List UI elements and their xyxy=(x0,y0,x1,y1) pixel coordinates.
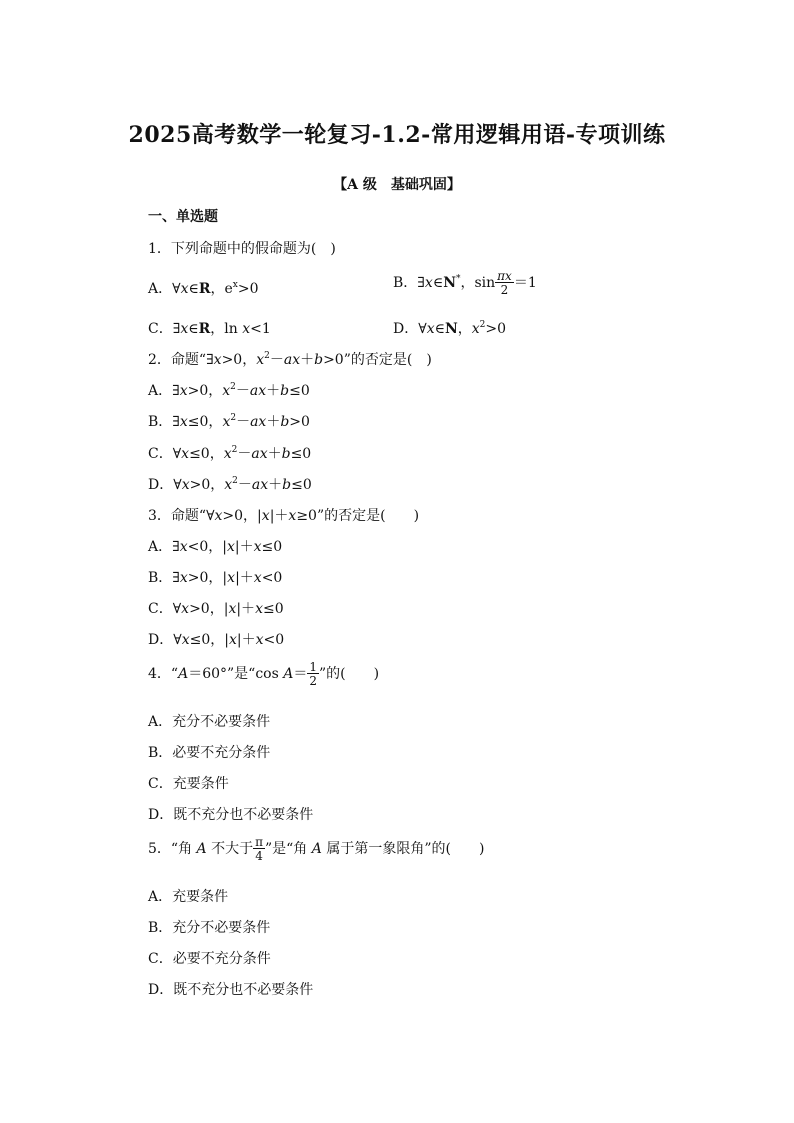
question-4-option-a: A．充分不必要条件 xyxy=(148,714,271,730)
question-1-option-d: D．∀x∈N，$x^2>0$ xyxy=(393,320,507,337)
question-1-option-a: A．∀x∈R，$e^x>0$ xyxy=(148,280,259,297)
fraction-pi-x-over-2: $\frac{\pi x}{2}$ xyxy=(497,269,512,297)
question-5-option-a: A．充要条件 xyxy=(148,889,229,905)
question-2-option-d: D．∀x>0，$x^2-ax+b\le 0$ xyxy=(148,476,312,493)
question-1-option-b: B．∃x∈N*，sin $\frac{\pi x}{2}$ ＝1 xyxy=(393,269,537,297)
question-4-option-b: B．必要不充分条件 xyxy=(148,745,271,761)
fraction-pi-over-4: $\frac{\pi}{4}$ xyxy=(255,835,263,863)
question-2-option-b: B．∃x≤0，$x^2-ax+b>0$ xyxy=(148,413,310,430)
question-5-stem: 5．“角 A 不大于 $\frac{\pi}{4}$ ”是“角 A 属于第一象限角”的( ) xyxy=(148,835,485,863)
question-1-stem: 1．下列命题中的假命题为( ) xyxy=(148,241,336,257)
question-3-option-b: B．∃x>0，|x|＋x<0 xyxy=(148,570,283,586)
question-3-option-c: C．∀x>0，|x|＋x≤0 xyxy=(148,601,284,617)
question-2-stem: 2．命题“∃x>0，$x^2-ax+b>0$”的否定是( ) xyxy=(148,351,432,368)
question-4-option-d: D．既不充分也不必要条件 xyxy=(148,807,314,823)
question-4-option-c: C．充要条件 xyxy=(148,776,229,792)
level-label: 【A 级 基础巩固】 xyxy=(333,177,461,193)
question-1-option-c: C．∃x∈R，ln x<1 xyxy=(148,321,271,337)
question-5-option-d: D．既不充分也不必要条件 xyxy=(148,982,314,998)
question-4-stem: 4．“A＝60°”是“cos A＝ $\frac{1}{2}$ ”的( ) xyxy=(148,660,380,688)
section-heading: 一、单选题 xyxy=(148,209,218,225)
question-3-option-d: D．∀x≤0，|x|＋x<0 xyxy=(148,632,285,648)
question-3-stem: 3．命题“∀x>0，|x|＋x≥0”的否定是( ) xyxy=(148,508,420,524)
fraction-one-half: $\frac{1}{2}$ xyxy=(309,660,318,688)
question-5-option-c: C．必要不充分条件 xyxy=(148,951,271,967)
question-5-option-b: B．充分不必要条件 xyxy=(148,920,271,936)
question-3-option-a: A．∃x<0，|x|＋x≤0 xyxy=(148,539,283,555)
question-2-option-a: A．∃x>0，$x^2-ax+b\le 0$ xyxy=(148,382,310,399)
question-2-option-c: C．∀x≤0，$x^2-ax+b\le 0$ xyxy=(148,445,312,462)
document-title: 2025高考数学一轮复习-1.2-常用逻辑用语-专项训练 xyxy=(128,122,666,148)
